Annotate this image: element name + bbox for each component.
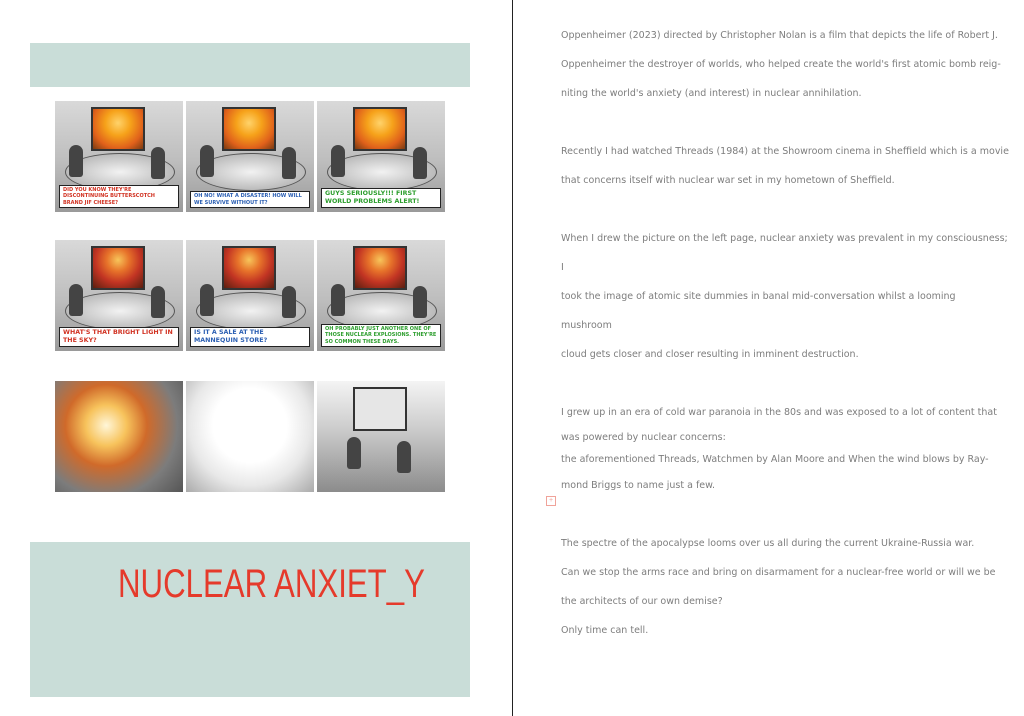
mannequin: [347, 437, 361, 469]
text-line: Oppenheimer the destroyer of worlds, who helped create the world's first atomic bomb reig-: [561, 59, 1001, 70]
comic-panel-explosion-1: [55, 381, 183, 492]
mushroom-cloud-window: [91, 246, 145, 290]
mushroom-cloud-window: [222, 246, 276, 290]
mushroom-cloud-window: [353, 107, 407, 151]
text-line: When I drew the picture on the left page, nuclear anxiety was prevalent in my consciousness; I: [561, 233, 1008, 273]
panel-caption: OH PROBABLY JUST ANOTHER ONE OF THOSE NUCLEAR EXPLOSIONS. THEY'RE SO COMMON THESE DAYS.: [321, 324, 441, 348]
title-band: [30, 542, 470, 697]
panel-caption: WHAT'S THAT BRIGHT LIGHT IN THE SKY?: [59, 327, 179, 347]
text-line: was powered by nuclear concerns:: [561, 432, 726, 443]
mannequin: [413, 286, 427, 318]
text-line: niting the world's anxiety (and interest) in nuclear annihilation.: [561, 88, 862, 99]
body-text: [561, 21, 1009, 645]
mannequin: [151, 286, 165, 318]
text-line: mond Briggs to name just a few.: [561, 480, 716, 491]
mannequin: [282, 286, 296, 318]
text-line: that concerns itself with nuclear war set in my hometown of Sheffield.: [561, 175, 895, 186]
text-line: Oppenheimer (2023) directed by Christopher Nolan is a film that depicts the life of Robert J.: [561, 30, 998, 41]
comic-panel-3: [317, 101, 445, 212]
mannequin: [331, 284, 345, 316]
text-line: Only time can tell.: [561, 625, 649, 636]
text-line: the aforementioned Threads, Watchmen by Alan Moore and When the wind blows by Ray-: [561, 454, 989, 465]
mannequin: [151, 147, 165, 179]
text-line: the architects of our own demise?: [561, 596, 723, 607]
comic-panel-explosion-3: [317, 381, 445, 492]
right-page: [513, 0, 1024, 716]
text-line: The spectre of the apocalypse looms over us all during the current Ukraine-Russia war.: [561, 538, 975, 549]
page-title: NUCLEAR ANXIET_Y: [118, 562, 425, 606]
text-line: Can we stop the arms race and bring on disarmament for a nuclear-free world or will we be: [561, 567, 996, 578]
top-color-band: [30, 43, 470, 87]
text-line: Recently I had watched Threads (1984) at the Showroom cinema in Sheffield which is a movie: [561, 146, 1009, 157]
panel-caption: IS IT A SALE AT THE MANNEQUIN STORE?: [190, 327, 310, 347]
comment-marker-icon[interactable]: +: [546, 496, 556, 506]
text-line: cloud gets closer and closer resulting in imminent destruction.: [561, 349, 859, 360]
comic-panel-4: [55, 240, 183, 351]
comic-panel-2: [186, 101, 314, 212]
mushroom-cloud-window: [91, 107, 145, 151]
mannequin: [69, 284, 83, 316]
comic-panel-1: [55, 101, 183, 212]
mushroom-cloud-window: [353, 246, 407, 290]
mannequin: [282, 147, 296, 179]
panel-caption: OH NO! WHAT A DISASTER! HOW WILL WE SURVIVE WITHOUT IT?: [190, 191, 310, 208]
comic-panel-explosion-2: [186, 381, 314, 492]
comic-panel-6: [317, 240, 445, 351]
mannequin: [200, 284, 214, 316]
mushroom-cloud-window: [222, 107, 276, 151]
text-line: I grew up in an era of cold war paranoia in the 80s and was exposed to a lot of content that: [561, 407, 997, 418]
comic-strip: [55, 101, 445, 496]
panel-caption: GUYS SERIOUSLY!!! FIRST WORLD PROBLEMS ALERT!: [321, 188, 441, 208]
mannequin: [413, 147, 427, 179]
mannequin: [397, 441, 411, 473]
text-line: took the image of atomic site dummies in banal mid-conversation whilst a looming mushroom: [561, 291, 956, 331]
shattered-window: [353, 387, 407, 431]
mannequin: [331, 145, 345, 177]
comic-panel-5: [186, 240, 314, 351]
panel-caption: DID YOU KNOW THEY'RE DISCONTINUING BUTTERSCOTCH BRAND JIF CHEESE?: [59, 185, 179, 209]
mannequin: [200, 145, 214, 177]
mannequin: [69, 145, 83, 177]
